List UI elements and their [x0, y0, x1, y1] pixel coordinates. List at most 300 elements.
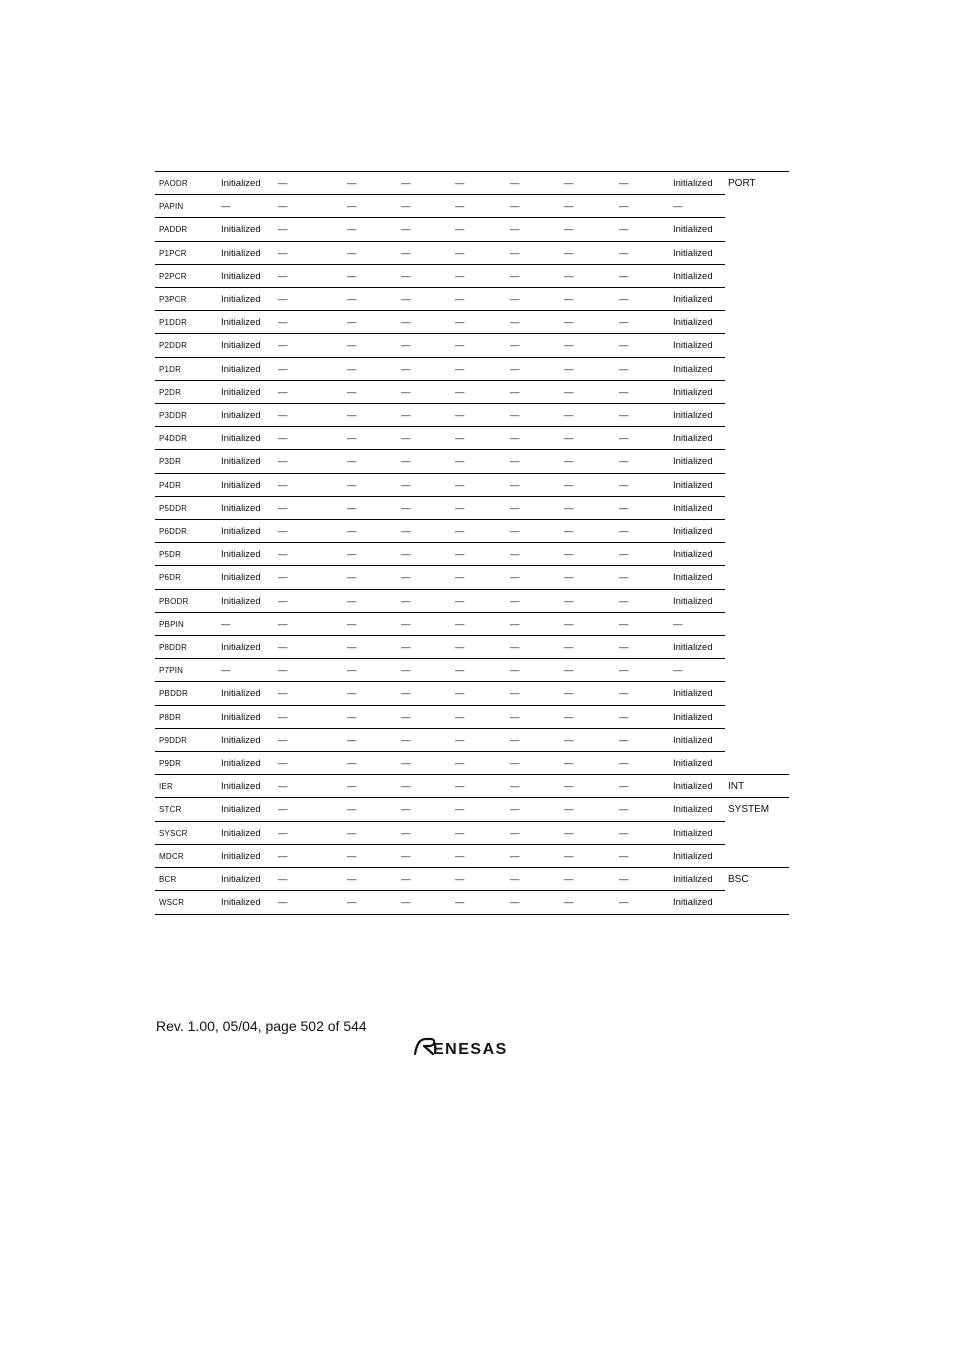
table-cell: — [619, 734, 629, 746]
table-cell: Initialized [673, 642, 713, 653]
table-cell: Initialized [673, 804, 713, 816]
table-cell: — [347, 850, 357, 862]
table-cell: — [564, 595, 574, 607]
table-cell: — [619, 711, 629, 723]
table-cell: — [619, 688, 629, 700]
register-name: P2DR [159, 387, 182, 397]
table-cell: — [510, 340, 520, 352]
table-cell: — [619, 827, 629, 839]
table-cell: — [619, 201, 629, 213]
table-cell: — [278, 618, 288, 630]
table-cell: — [510, 201, 520, 213]
table-cell: — [455, 618, 465, 630]
table-row [155, 520, 789, 543]
table-row [155, 497, 789, 520]
table-row [155, 543, 789, 566]
table-cell: — [401, 595, 411, 607]
table-cell: — [455, 294, 465, 305]
table-cell: — [619, 758, 629, 769]
register-name: P9DDR [159, 735, 188, 745]
table-cell: — [619, 270, 629, 282]
table-cell: — [401, 433, 411, 445]
table-cell: — [401, 294, 411, 305]
logo-wordmark: ENESAS [433, 1041, 508, 1058]
table-cell: — [278, 201, 288, 213]
table-cell: — [401, 827, 411, 839]
renesas-logo-graphic [413, 1036, 535, 1058]
table-cell: Initialized [221, 294, 261, 305]
table-cell: — [278, 363, 288, 375]
table-cell: Initialized [221, 549, 261, 561]
table-cell: — [455, 178, 465, 189]
table-cell: — [619, 502, 629, 514]
register-name: PADDR [159, 225, 188, 235]
module-name: BSC [728, 874, 749, 885]
table-cell: — [455, 874, 465, 885]
table-cell: — [347, 526, 357, 537]
table-cell: — [401, 317, 411, 329]
table-cell: — [619, 294, 629, 305]
table-row [155, 566, 789, 589]
table-cell: — [455, 201, 465, 213]
table-cell: — [401, 711, 411, 723]
table-row [155, 265, 789, 288]
table-cell: — [564, 317, 574, 329]
table-row [155, 195, 789, 218]
table-cell: — [564, 618, 574, 630]
table-cell: — [673, 618, 683, 630]
register-name: P2PCR [159, 271, 187, 281]
table-cell: — [278, 294, 288, 305]
table-cell: — [347, 549, 357, 561]
table-cell: — [510, 502, 520, 514]
table-row [155, 706, 789, 729]
table-cell: — [619, 456, 629, 468]
register-name: BCR [159, 875, 177, 884]
table-cell: — [619, 618, 629, 630]
table-cell: — [347, 827, 357, 839]
table-row [155, 636, 789, 659]
table-cell: — [455, 433, 465, 445]
table-cell: — [455, 270, 465, 282]
table-cell: — [347, 874, 357, 885]
table-cell: Initialized [673, 572, 713, 584]
table-cell: — [510, 526, 520, 537]
table-cell: — [278, 781, 288, 793]
table-cell: — [510, 247, 520, 259]
table-cell: Initialized [673, 850, 713, 862]
table-cell: — [510, 386, 520, 398]
table-bottom-rule [155, 914, 789, 915]
table-cell: — [510, 781, 520, 793]
register-name: P4DDR [159, 434, 188, 444]
table-cell: — [455, 340, 465, 352]
module-name: PORT [728, 178, 756, 189]
table-cell: — [401, 688, 411, 700]
table-cell: — [401, 665, 411, 677]
table-cell: — [455, 317, 465, 329]
table-cell: — [401, 270, 411, 282]
table-cell: — [455, 827, 465, 839]
table-cell: — [619, 178, 629, 189]
table-cell: — [401, 247, 411, 259]
table-cell: — [564, 526, 574, 537]
table-cell: Initialized [673, 270, 713, 282]
table-cell: — [510, 178, 520, 189]
table-cell: — [619, 386, 629, 398]
register-name: P1DDR [159, 318, 188, 328]
table-cell: Initialized [673, 781, 713, 793]
table-cell: Initialized [673, 758, 713, 769]
table-cell: — [564, 850, 574, 862]
table-cell: — [564, 711, 574, 723]
table-cell: — [673, 201, 683, 213]
table-cell: — [564, 665, 574, 677]
table-cell: — [455, 549, 465, 561]
table-cell: — [564, 247, 574, 259]
table-cell: — [619, 874, 629, 885]
table-row [155, 404, 789, 427]
table-cell: — [455, 386, 465, 398]
register-name: PBODR [159, 596, 189, 606]
table-cell: — [619, 850, 629, 862]
table-cell: — [619, 479, 629, 491]
table-cell: — [564, 456, 574, 468]
table-cell: — [455, 363, 465, 375]
table-row [155, 845, 789, 868]
table-cell: — [278, 734, 288, 746]
table-cell: — [564, 224, 574, 236]
table-cell: — [619, 595, 629, 607]
register-name: P6DDR [159, 527, 188, 536]
table-cell: — [347, 711, 357, 723]
table-cell: Initialized [221, 224, 261, 236]
table-cell: — [347, 433, 357, 445]
module-name: SYSTEM [728, 804, 770, 816]
table-cell: — [455, 595, 465, 607]
table-cell: — [278, 386, 288, 398]
register-name: P7PIN [159, 666, 184, 676]
table-cell: — [510, 572, 520, 584]
table-cell: — [401, 572, 411, 584]
table-cell: — [510, 410, 520, 421]
table-cell: Initialized [673, 363, 713, 375]
table-cell: — [347, 317, 357, 329]
table-cell: — [401, 224, 411, 236]
table-row [155, 218, 789, 241]
table-cell: Initialized [673, 294, 713, 305]
table-cell: — [347, 247, 357, 259]
table-cell: — [278, 688, 288, 700]
table-cell: — [347, 363, 357, 375]
table-cell: Initialized [673, 317, 713, 329]
register-name: SYSCR [159, 828, 188, 838]
table-cell: — [347, 178, 357, 189]
table-cell: — [619, 781, 629, 793]
table-cell: Initialized [673, 456, 713, 468]
page-footer-revision: Rev. 1.00, 05/04, page 502 of 544 [156, 1018, 367, 1034]
table-cell: — [347, 758, 357, 769]
table-cell: — [278, 874, 288, 885]
table-cell: — [510, 595, 520, 607]
table-cell: — [347, 897, 357, 909]
table-cell: — [401, 850, 411, 862]
table-cell: — [619, 433, 629, 445]
table-cell: — [619, 224, 629, 236]
table-cell: — [278, 850, 288, 862]
table-cell: — [455, 642, 465, 653]
table-row [155, 288, 789, 311]
table-cell: — [564, 734, 574, 746]
table-cell: Initialized [221, 456, 261, 468]
table-cell: — [564, 201, 574, 213]
table-cell: — [401, 781, 411, 793]
table-cell: Initialized [673, 827, 713, 839]
table-cell: — [564, 827, 574, 839]
table-cell: — [510, 897, 520, 909]
table-row [155, 172, 789, 195]
table-row [155, 358, 789, 381]
table-cell: — [564, 270, 574, 282]
register-name: PBDDR [159, 689, 189, 699]
table-row [155, 891, 789, 914]
table-cell: — [510, 618, 520, 630]
register-name: P1PCR [159, 248, 187, 258]
table-cell: — [401, 734, 411, 746]
register-name: WSCR [159, 898, 185, 908]
table-cell: — [564, 874, 574, 885]
table-cell: — [619, 804, 629, 816]
table-cell: — [510, 874, 520, 885]
register-name: P6DR [159, 573, 182, 583]
table-cell: — [455, 479, 465, 491]
table-cell: — [619, 549, 629, 561]
table-cell: — [564, 294, 574, 305]
register-name: P8DDR [159, 643, 188, 652]
table-cell: — [347, 479, 357, 491]
table-cell: Initialized [673, 502, 713, 514]
table-cell: — [401, 363, 411, 375]
table-cell: Initialized [221, 410, 261, 421]
register-name: P5DR [159, 550, 182, 560]
table-cell: Initialized [673, 178, 713, 189]
table-cell: — [278, 526, 288, 537]
table-row [155, 798, 789, 821]
table-row [155, 381, 789, 404]
table-cell: Initialized [221, 340, 261, 352]
table-cell: — [510, 688, 520, 700]
table-cell: — [510, 549, 520, 561]
table-cell: — [455, 572, 465, 584]
table-cell: — [401, 526, 411, 537]
table-cell: — [278, 572, 288, 584]
table-cell: — [619, 526, 629, 537]
table-cell: — [619, 247, 629, 259]
table-cell: — [347, 340, 357, 352]
register-name: STCR [159, 805, 182, 815]
table-cell: — [278, 247, 288, 259]
table-cell: Initialized [673, 386, 713, 398]
table-cell: — [619, 410, 629, 421]
table-cell: — [278, 224, 288, 236]
table-cell: — [510, 758, 520, 769]
register-name: PAODR [159, 179, 188, 188]
table-cell: Initialized [221, 711, 261, 723]
table-cell: — [455, 897, 465, 909]
register-name: P5DDR [159, 503, 188, 513]
table-cell: — [221, 201, 231, 213]
table-cell: — [401, 340, 411, 352]
table-cell: Initialized [673, 433, 713, 445]
table-cell: — [401, 456, 411, 468]
table-cell: — [510, 734, 520, 746]
renesas-logo [413, 1036, 535, 1063]
table-cell: — [401, 178, 411, 189]
table-cell: — [278, 897, 288, 909]
table-cell: — [510, 642, 520, 653]
table-cell: — [401, 897, 411, 909]
table-cell: — [564, 502, 574, 514]
table-cell: — [564, 572, 574, 584]
table-cell: — [278, 433, 288, 445]
table-cell: Initialized [221, 734, 261, 746]
table-cell: Initialized [221, 479, 261, 491]
table-cell: — [619, 363, 629, 375]
table-cell: Initialized [673, 340, 713, 352]
table-cell: — [564, 386, 574, 398]
table-row [155, 659, 789, 682]
table-cell: — [347, 781, 357, 793]
register-name: IER [159, 782, 173, 792]
table-cell: — [278, 479, 288, 491]
table-cell: — [347, 665, 357, 677]
table-row [155, 682, 789, 705]
table-cell: — [455, 665, 465, 677]
table-cell: — [278, 456, 288, 468]
table-cell: — [510, 665, 520, 677]
table-cell: — [401, 479, 411, 491]
table-cell: — [619, 572, 629, 584]
table-cell: Initialized [673, 410, 713, 421]
table-cell: — [564, 549, 574, 561]
table-cell: — [278, 340, 288, 352]
table-row [155, 242, 789, 265]
table-cell: Initialized [221, 317, 261, 329]
table-cell: — [278, 642, 288, 653]
table-cell: — [278, 410, 288, 421]
table-cell: — [347, 386, 357, 398]
table-cell: — [347, 688, 357, 700]
table-cell: — [278, 827, 288, 839]
table-row [155, 752, 789, 775]
table-cell: Initialized [221, 386, 261, 398]
table-cell: Initialized [221, 433, 261, 445]
table-cell: Initialized [221, 781, 261, 793]
table-cell: Initialized [221, 363, 261, 375]
table-cell: — [347, 734, 357, 746]
table-cell: Initialized [221, 688, 261, 700]
table-cell: Initialized [673, 595, 713, 607]
table-cell: Initialized [221, 178, 261, 189]
table-cell: Initialized [673, 688, 713, 700]
register-name: PBPIN [159, 619, 185, 629]
table-cell: Initialized [221, 850, 261, 862]
table-cell: — [564, 178, 574, 189]
table-row [155, 729, 789, 752]
register-name: PAPIN [159, 202, 184, 212]
table-cell: Initialized [221, 804, 261, 816]
table-cell: Initialized [673, 247, 713, 259]
table-cell: — [510, 433, 520, 445]
table-cell: Initialized [673, 526, 713, 537]
table-cell: — [278, 595, 288, 607]
table-cell: — [347, 572, 357, 584]
table-cell: — [455, 688, 465, 700]
table-cell: — [347, 224, 357, 236]
table-cell: Initialized [221, 526, 261, 537]
table-cell: — [510, 456, 520, 468]
table-cell: — [347, 294, 357, 305]
table-row [155, 868, 789, 891]
table-cell: — [510, 827, 520, 839]
table-cell: — [347, 642, 357, 653]
table-cell: — [510, 317, 520, 329]
table-cell: — [455, 711, 465, 723]
register-name: MDCR [159, 851, 184, 861]
table-cell: — [564, 479, 574, 491]
table-cell: — [510, 804, 520, 816]
table-cell: — [401, 410, 411, 421]
table-cell: — [564, 340, 574, 352]
table-cell: — [401, 502, 411, 514]
table-cell: — [401, 549, 411, 561]
table-cell: — [455, 781, 465, 793]
table-row [155, 427, 789, 450]
table-cell: — [455, 734, 465, 746]
table-row [155, 822, 789, 845]
table-cell: — [278, 711, 288, 723]
table-cell: Initialized [221, 758, 261, 769]
table-cell: — [347, 502, 357, 514]
table-cell: — [564, 688, 574, 700]
table-cell: — [455, 247, 465, 259]
table-cell: — [619, 665, 629, 677]
table-cell: — [278, 178, 288, 189]
table-cell: Initialized [673, 711, 713, 723]
table-cell: — [278, 270, 288, 282]
table-cell: — [619, 642, 629, 653]
register-name: P2DDR [159, 341, 188, 351]
table-cell: Initialized [673, 874, 713, 885]
table-cell: — [278, 317, 288, 329]
table-cell: — [619, 340, 629, 352]
table-row [155, 613, 789, 636]
table-cell: — [564, 781, 574, 793]
table-cell: — [619, 317, 629, 329]
table-cell: — [278, 804, 288, 816]
table-cell: — [510, 294, 520, 305]
table-cell: — [401, 618, 411, 630]
table-row [155, 450, 789, 473]
table-row [155, 474, 789, 497]
table-cell: — [347, 410, 357, 421]
table-cell: — [347, 618, 357, 630]
table-cell: — [455, 224, 465, 236]
table-cell: Initialized [673, 897, 713, 909]
table-cell: — [347, 201, 357, 213]
table-cell: Initialized [221, 247, 261, 259]
table-cell: Initialized [221, 502, 261, 514]
